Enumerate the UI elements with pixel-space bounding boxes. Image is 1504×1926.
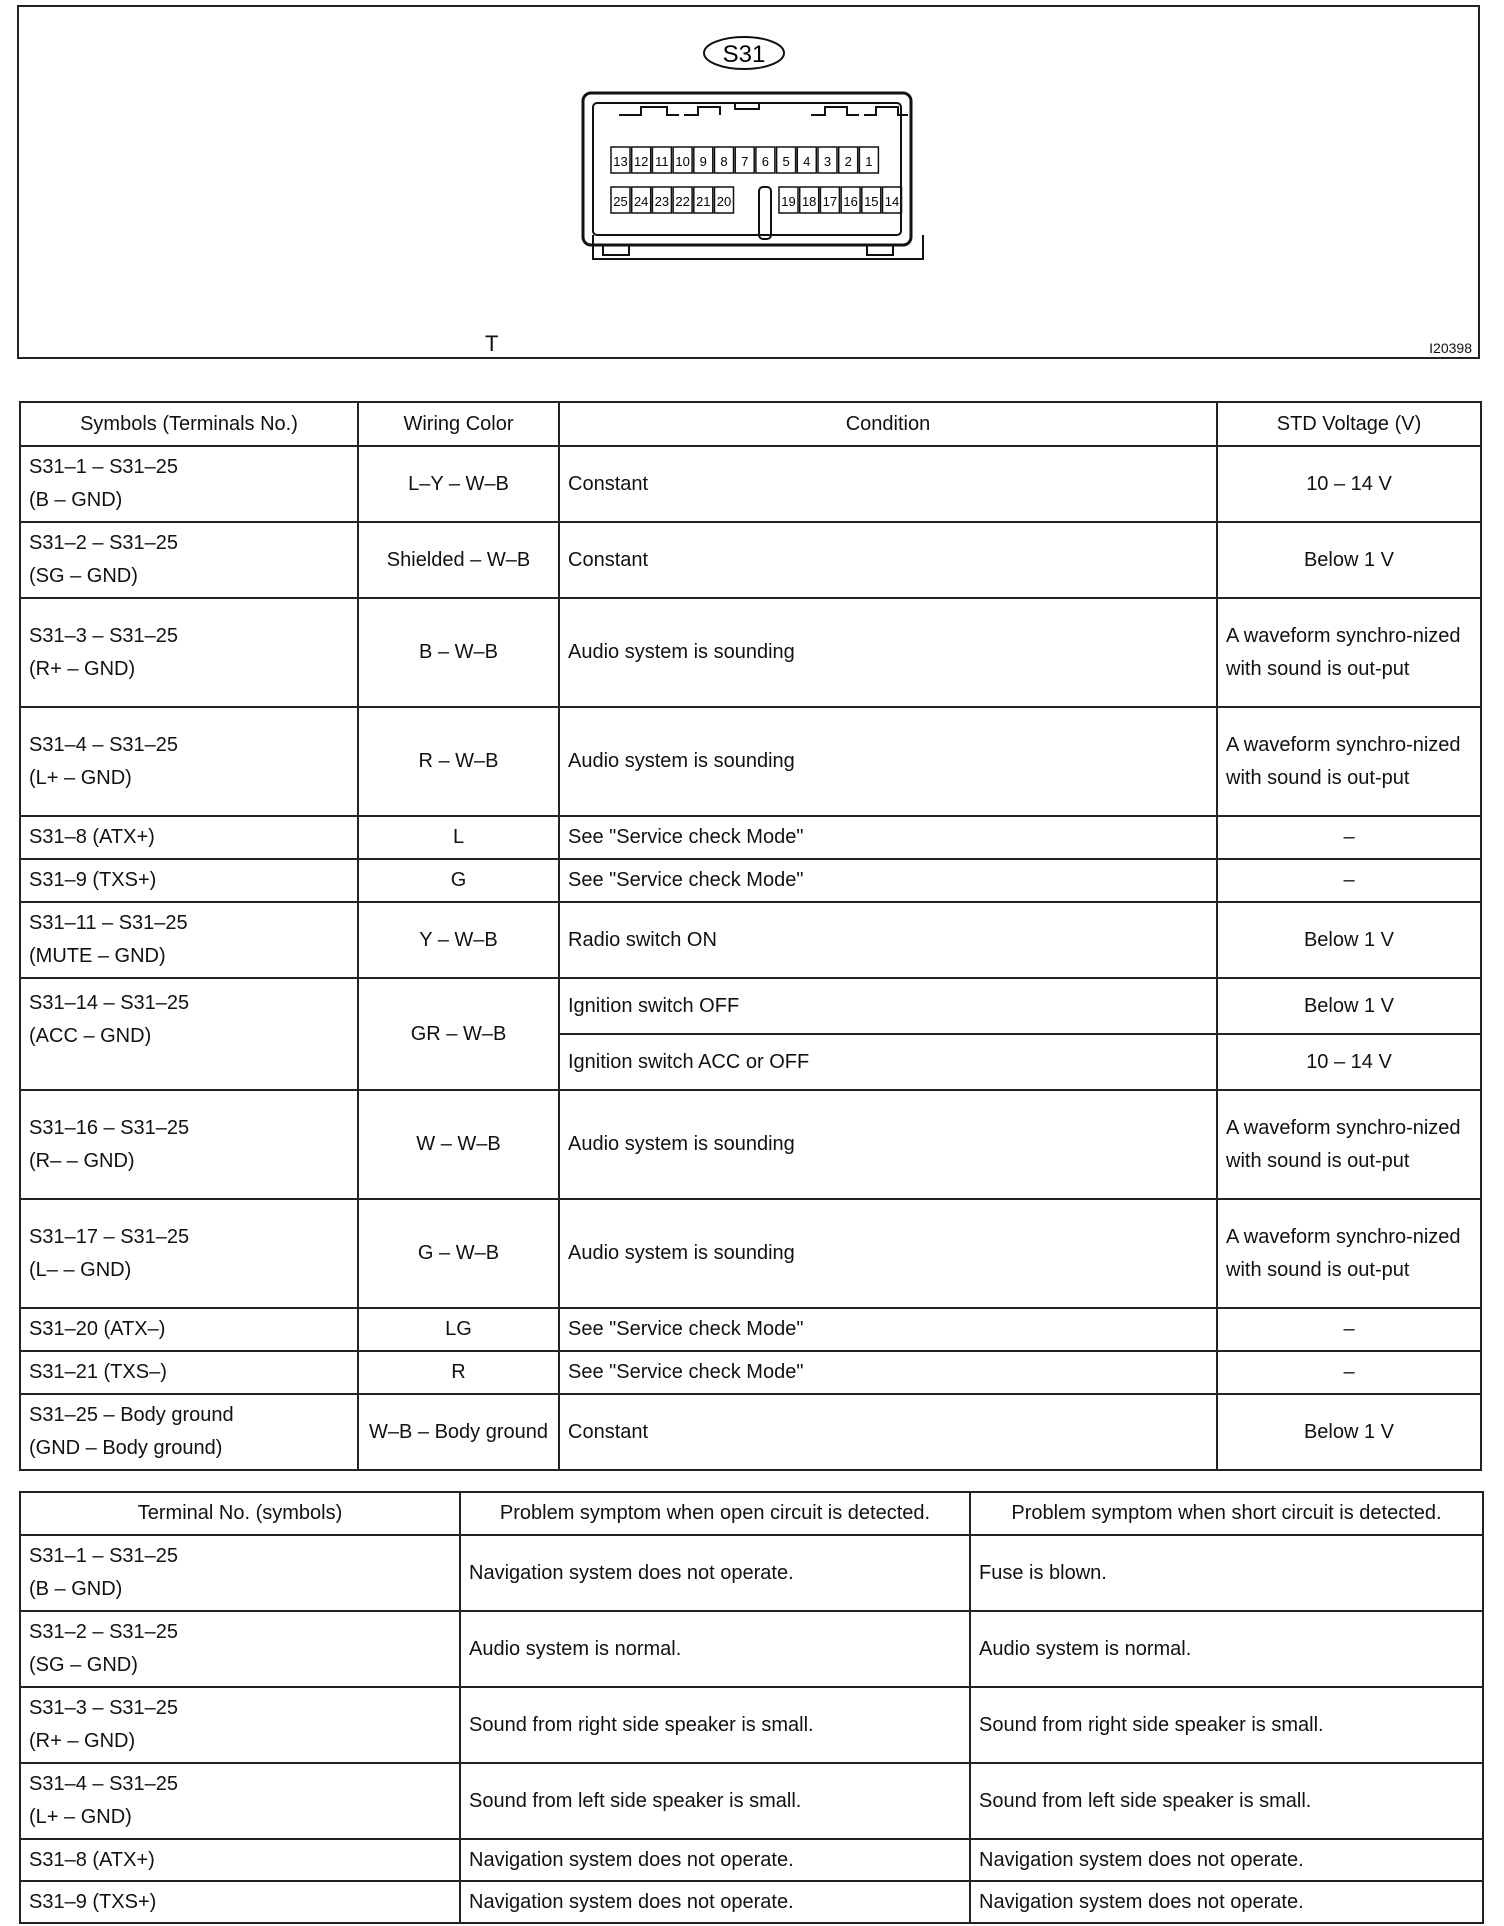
short-circuit-cell: Sound from left side speaker is small. [970, 1763, 1483, 1839]
pin-number: 14 [884, 194, 900, 209]
wiring-color-cell: W – W–B [358, 1090, 559, 1199]
pin-number: 6 [761, 154, 770, 169]
voltage-table-header [20, 402, 1481, 446]
pin-number: 17 [822, 194, 838, 209]
pin-number: 19 [781, 194, 796, 209]
pin-number: 20 [716, 194, 732, 209]
table-row [20, 816, 1481, 859]
symbol-line: (R+ – GND) [29, 657, 136, 680]
symbol-line: S31–1 – S31–25 [29, 456, 179, 478]
short-circuit-cell: Navigation system does not operate. [970, 1839, 1483, 1881]
condition-cell: Radio switch ON [559, 902, 1217, 978]
connector-diagram [19, 7, 1482, 361]
header-wiring-color: Wiring Color [358, 402, 559, 446]
symbol-line: S31–9 (TXS+) [29, 869, 157, 891]
short-circuit-cell: Audio system is normal. [970, 1611, 1483, 1687]
terminal-cell [20, 1881, 460, 1923]
symbol-cell [20, 816, 358, 859]
header-std-voltage: STD Voltage (V) [1217, 402, 1481, 446]
table-row [20, 1839, 1483, 1881]
voltage-cell: – [1217, 1308, 1481, 1351]
open-circuit-cell: Sound from right side speaker is small. [460, 1687, 970, 1763]
header-symbols: Symbols (Terminals No.) [20, 402, 358, 446]
table-row [20, 522, 1481, 598]
symbol-line: S31–20 (ATX–) [29, 1318, 166, 1340]
open-circuit-cell: Navigation system does not operate. [460, 1839, 970, 1881]
latch-left [619, 107, 720, 115]
symbol-line: S31–21 (TXS–) [29, 1361, 167, 1383]
wiring-color-cell: G [358, 859, 559, 902]
symbol-line: S31–17 – S31–25 [29, 1225, 190, 1248]
symbol-cell [20, 1394, 358, 1470]
pin-number: 16 [843, 194, 858, 209]
pin-number: 7 [741, 154, 749, 169]
symbol-line: (ACC – GND) [29, 1025, 152, 1047]
wiring-color-cell: L–Y – W–B [358, 446, 559, 522]
table-row [20, 707, 1481, 816]
symbol-line: (MUTE – GND) [29, 945, 166, 967]
symbol-line: (L+ – GND) [29, 766, 132, 789]
condition-cell: See "Service check Mode" [559, 1351, 1217, 1394]
terminal-cell [20, 1611, 460, 1687]
symbol-line: (R– – GND) [29, 1149, 135, 1172]
condition-cell: See "Service check Mode" [559, 1308, 1217, 1351]
wiring-color-cell: R [358, 1351, 559, 1394]
pin-number: 18 [801, 194, 817, 209]
pin-number: 24 [633, 194, 649, 209]
connector-label: S31 [722, 41, 766, 68]
wiring-color-cell: B – W–B [358, 598, 559, 707]
figure-code: I20398 [1429, 340, 1472, 356]
pin-number: 15 [864, 194, 879, 209]
table-row [20, 978, 1481, 1034]
connector-inner [593, 103, 901, 235]
symbol-cell [20, 978, 358, 1090]
pin-number: 5 [782, 154, 790, 169]
table-row [20, 1763, 1483, 1839]
condition-cell: Audio system is sounding [559, 1199, 1217, 1308]
symbol-line: S31–14 – S31–25 [29, 992, 190, 1014]
table-row [20, 1199, 1481, 1308]
header-condition: Condition [559, 402, 1217, 446]
symbol-cell [20, 522, 358, 598]
symbol-line: S31–3 – S31–25 [29, 1697, 179, 1719]
wiring-color-cell: GR – W–B [358, 978, 559, 1090]
condition-cell: Constant [559, 1394, 1217, 1470]
pin-number: 22 [675, 194, 690, 209]
table-row [20, 902, 1481, 978]
symbol-line: (SG – GND) [29, 1654, 138, 1676]
table-row [20, 1394, 1481, 1470]
voltage-cell: 10 – 14 V [1217, 446, 1481, 522]
voltage-cell: 10 – 14 V [1217, 1034, 1481, 1090]
pin-row-top [611, 147, 878, 173]
condition-cell: Constant [559, 446, 1217, 522]
pin-number: 21 [696, 194, 711, 209]
symbol-cell [20, 1351, 358, 1394]
table-row [20, 1308, 1481, 1351]
symbol-line: S31–4 – S31–25 [29, 1773, 179, 1795]
condition-cell: Audio system is sounding [559, 707, 1217, 816]
table-row [20, 1687, 1483, 1763]
table-row [20, 598, 1481, 707]
condition-cell: Audio system is sounding [559, 598, 1217, 707]
symbol-line: (L+ – GND) [29, 1806, 132, 1828]
pin-number: 11 [655, 154, 669, 169]
table-row [20, 1881, 1483, 1923]
pin-number: 13 [613, 154, 628, 169]
open-circuit-cell: Navigation system does not operate. [460, 1881, 970, 1923]
wiring-color-cell: G – W–B [358, 1199, 559, 1308]
symbol-line: S31–9 (TXS+) [29, 1890, 157, 1913]
voltage-table [19, 401, 1482, 1471]
voltage-cell: Below 1 V [1217, 522, 1481, 598]
open-circuit-cell: Sound from left side speaker is small. [460, 1763, 970, 1839]
wiring-color-cell: LG [358, 1308, 559, 1351]
wiring-color-cell: R – W–B [358, 707, 559, 816]
symptom-table-header [20, 1492, 1483, 1535]
latch-right [811, 107, 908, 115]
terminal-cell [20, 1839, 460, 1881]
symptom-table [19, 1491, 1484, 1924]
voltage-cell: – [1217, 859, 1481, 902]
symbol-line: S31–16 – S31–25 [29, 1116, 190, 1139]
terminal-side-label: T [485, 331, 499, 356]
terminal-cell [20, 1763, 460, 1839]
pin-number: 23 [654, 194, 670, 209]
symbol-line: S31–8 (ATX+) [29, 826, 155, 848]
symbol-line: S31–1 – S31–25 [29, 1545, 179, 1567]
open-circuit-cell: Navigation system does not operate. [460, 1535, 970, 1611]
header-terminal: Terminal No. (symbols) [20, 1492, 460, 1535]
symbol-cell [20, 1090, 358, 1199]
condition-cell: Audio system is sounding [559, 1090, 1217, 1199]
symbol-line: S31–25 – Body ground [29, 1404, 234, 1426]
voltage-cell: – [1217, 816, 1481, 859]
symbol-line: S31–2 – S31–25 [29, 532, 179, 554]
voltage-cell: – [1217, 1351, 1481, 1394]
symbol-line: (B – GND) [29, 489, 123, 511]
symbol-cell [20, 1199, 358, 1308]
pin-number: 1 [865, 154, 873, 169]
short-circuit-cell: Navigation system does not operate. [970, 1881, 1483, 1923]
open-circuit-cell: Audio system is normal. [460, 1611, 970, 1687]
pin-number: 4 [803, 154, 811, 169]
symbol-line: S31–2 – S31–25 [29, 1621, 179, 1643]
pin-number: 12 [633, 154, 649, 169]
symbol-line: (GND – Body ground) [29, 1437, 223, 1459]
symbol-cell [20, 598, 358, 707]
pin-row-bottom [611, 187, 902, 213]
wiring-color-cell: W–B – Body ground [358, 1394, 559, 1470]
symbol-line: S31–4 – S31–25 [29, 733, 179, 756]
symbol-line: (SG – GND) [29, 565, 138, 587]
wiring-color-cell: Y – W–B [358, 902, 559, 978]
short-circuit-cell: Fuse is blown. [970, 1535, 1483, 1611]
voltage-cell: Below 1 V [1217, 978, 1481, 1034]
header-open-circuit: Problem symptom when open circuit is detected. [460, 1492, 970, 1535]
pin-number: 9 [699, 154, 707, 169]
connector-figure [17, 5, 1480, 359]
symbol-cell [20, 1308, 358, 1351]
symbol-cell [20, 859, 358, 902]
table-row [20, 1535, 1483, 1611]
symbol-line: (B – GND) [29, 1578, 123, 1600]
condition-cell: Ignition switch ACC or OFF [559, 1034, 1217, 1090]
voltage-cell: A waveform synchro-nized with sound is out-put [1217, 1199, 1481, 1308]
condition-cell: Constant [559, 522, 1217, 598]
voltage-cell: A waveform synchro-nized with sound is out-put [1217, 1090, 1481, 1199]
symbol-line: (R+ – GND) [29, 1730, 136, 1752]
header-short-circuit: Problem symptom when short circuit is detected. [970, 1492, 1483, 1535]
pin-number: 3 [823, 154, 832, 169]
terminal-cell [20, 1535, 460, 1611]
short-circuit-cell: Sound from right side speaker is small. [970, 1687, 1483, 1763]
symbol-cell [20, 707, 358, 816]
symbol-line: (L– – GND) [29, 1258, 132, 1281]
voltage-cell: A waveform synchro-nized with sound is out-put [1217, 707, 1481, 816]
pin-number: 2 [844, 154, 852, 169]
table-row [20, 446, 1481, 522]
center-key [759, 187, 771, 239]
symbol-line: S31–8 (ATX+) [29, 1848, 155, 1871]
symbol-cell [20, 446, 358, 522]
pin-number: 25 [613, 194, 628, 209]
voltage-cell: Below 1 V [1217, 902, 1481, 978]
wiring-color-cell: L [358, 816, 559, 859]
condition-cell: See "Service check Mode" [559, 859, 1217, 902]
wiring-color-cell: Shielded – W–B [358, 522, 559, 598]
symbol-cell [20, 902, 358, 978]
condition-cell: See "Service check Mode" [559, 816, 1217, 859]
pin-number: 10 [675, 154, 690, 169]
symbol-line: S31–11 – S31–25 [29, 912, 188, 934]
symbol-line: S31–3 – S31–25 [29, 624, 179, 647]
voltage-cell: A waveform synchro-nized with sound is out-put [1217, 598, 1481, 707]
voltage-cell: Below 1 V [1217, 1394, 1481, 1470]
table-row [20, 1090, 1481, 1199]
condition-cell: Ignition switch OFF [559, 978, 1217, 1034]
terminal-cell [20, 1687, 460, 1763]
table-row [20, 859, 1481, 902]
pin-number: 8 [720, 154, 728, 169]
table-row [20, 1351, 1481, 1394]
table-row [20, 1611, 1483, 1687]
